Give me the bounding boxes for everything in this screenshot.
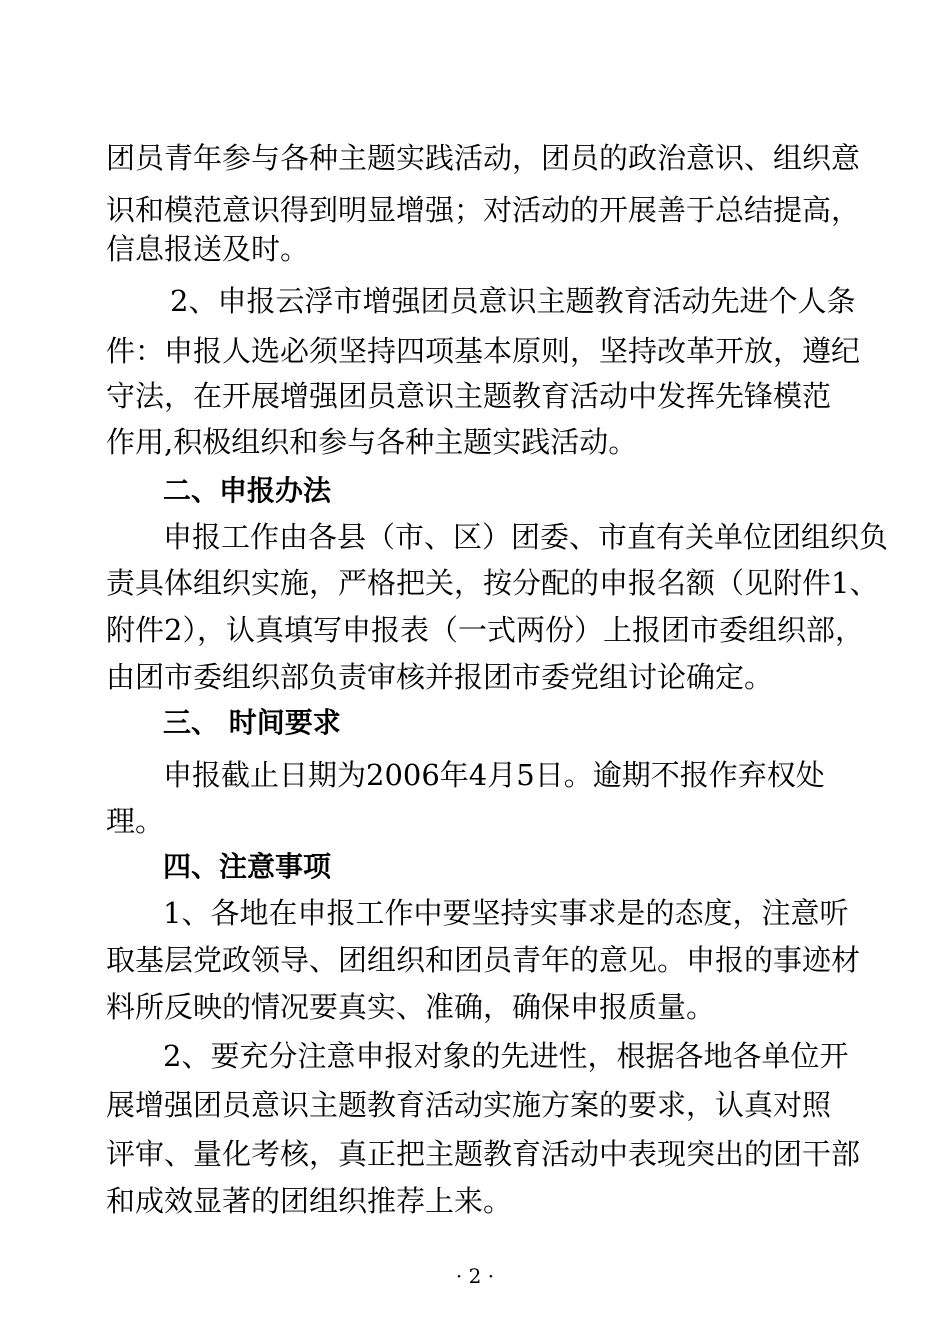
paragraph-line: 2、要充分注意申报对象的先进性，根据各地各单位开 [163, 1039, 849, 1073]
paragraph-line: 守法，在开展增强团员意识主题教育活动中发挥先锋模范 [106, 379, 832, 413]
paragraph-line: 评审、量化考核，真正把主题教育活动中表现突出的团干部 [106, 1137, 861, 1171]
paragraph-line: 信息报送及时。 [106, 232, 310, 266]
paragraph-line: 附件2），认真填写申报表（一式两份）上报团市委组织部， [106, 613, 864, 647]
paragraph-line: 由团市委组织部负责审核并报团市委党组讨论确定。 [106, 660, 774, 694]
paragraph-line: 识和模范意识得到明显增强；对活动的开展善于总结提高， [106, 193, 861, 227]
paragraph-line: 2、申报云浮市增强团员意识主题教育活动先进个人条 [170, 284, 856, 318]
paragraph-line: 件：申报人选必须坚持四项基本原则，坚持改革开放，遵纪 [106, 334, 861, 368]
paragraph-line: 理。 [106, 804, 165, 838]
paragraph-line: 申报截止日期为2006年4月5日。逾期不报作弃权处 [163, 758, 825, 792]
paragraph-line: 责具体组织实施，严格把关，按分配的申报名额（见附件1、 [106, 566, 879, 600]
page-number: · 2 · [455, 1264, 495, 1288]
paragraph-line: 团员青年参与各种主题实践活动，团员的政治意识、组织意 [106, 141, 861, 175]
paragraph-line: 1、各地在申报工作中要坚持实事求是的态度，注意听 [163, 896, 849, 930]
section-heading-time-requirement: 三、 时间要求 [163, 706, 341, 739]
paragraph-line: 取基层党政领导、团组织和团员青年的意见。申报的事迹材 [106, 943, 861, 977]
paragraph-line: 申报工作由各县（市、区）团委、市直有关单位团组织负 [163, 520, 889, 554]
section-heading-notes: 四、注意事项 [163, 850, 332, 883]
paragraph-line: 料所反映的情况要真实、准确，确保申报质量。 [106, 990, 716, 1024]
section-heading-application-method: 二、申报办法 [163, 474, 332, 507]
paragraph-line: 作用,积极组织和参与各种主题实践活动。 [106, 425, 638, 459]
paragraph-line: 展增强团员意识主题教育活动实施方案的要求，认真对照 [106, 1088, 832, 1122]
paragraph-line: 和成效显著的团组织推荐上来。 [106, 1184, 513, 1218]
